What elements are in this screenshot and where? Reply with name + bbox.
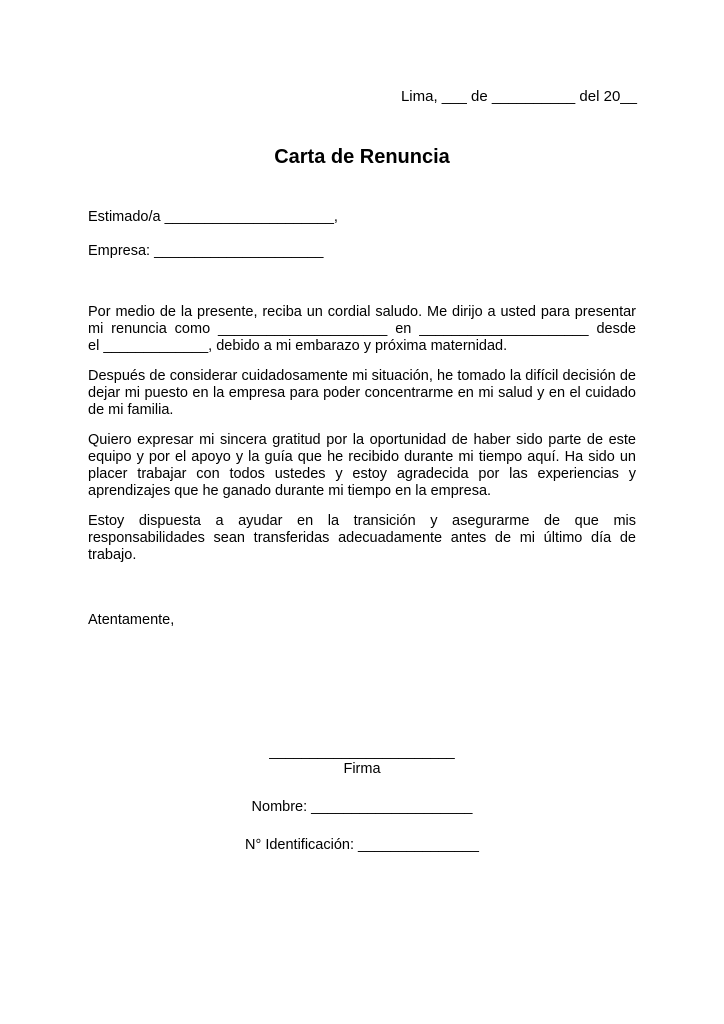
paragraph-decision: Después de considerar cuidadosamente mi situación, he tomado la difícil decisión de dejar mi puesto en la empresa para poder concentrarme en mi salud y en el cuidado de mi familia.: [88, 368, 636, 418]
date-line: Lima, ___ de __________ del 20__: [400, 88, 637, 105]
intro-line-1: Por medio de la presente, reciba un cordial saludo. Me dirijo a usted para presentar: [88, 304, 636, 320]
paragraph-gratitude: Quiero expresar mi sincera gratitud por la oportunidad de haber sido parte de este equipo y por el apoyo y la guía que he recibido durante mi tiempo aquí. Ha sido un placer trabajar con todos ustedes y estoy agradecida por las experiencias y aprendizajes que he ganado durante mi tiempo en la empresa.: [88, 432, 636, 499]
signature-line: _______________________: [269, 744, 455, 760]
name-line: Nombre: ____________________: [251, 799, 473, 815]
signature-label: Firma: [343, 761, 381, 777]
recipient-name-line: Estimado/a _____________________,: [88, 209, 338, 225]
letter-body: [88, 304, 636, 577]
company-line: Empresa: _____________________: [88, 243, 324, 259]
intro-line-2: mi renuncia como _____________________ en _____________________ desde: [88, 321, 636, 337]
closing-text: Atentamente,: [88, 612, 175, 628]
paragraph-transition: Estoy dispuesta a ayudar en la transición y asegurarme de que mis responsabilidades sean transferidas adecuadamente antes de mi último día de trabajo.: [88, 513, 636, 563]
paragraph-intro: [88, 304, 636, 355]
signature-block: [0, 744, 724, 854]
intro-line-3: el _____________, debido a mi embarazo y próxima maternidad.: [88, 338, 508, 354]
document-title: Carta de Renuncia: [274, 146, 450, 168]
id-line: N° Identificación: _______________: [245, 837, 479, 853]
